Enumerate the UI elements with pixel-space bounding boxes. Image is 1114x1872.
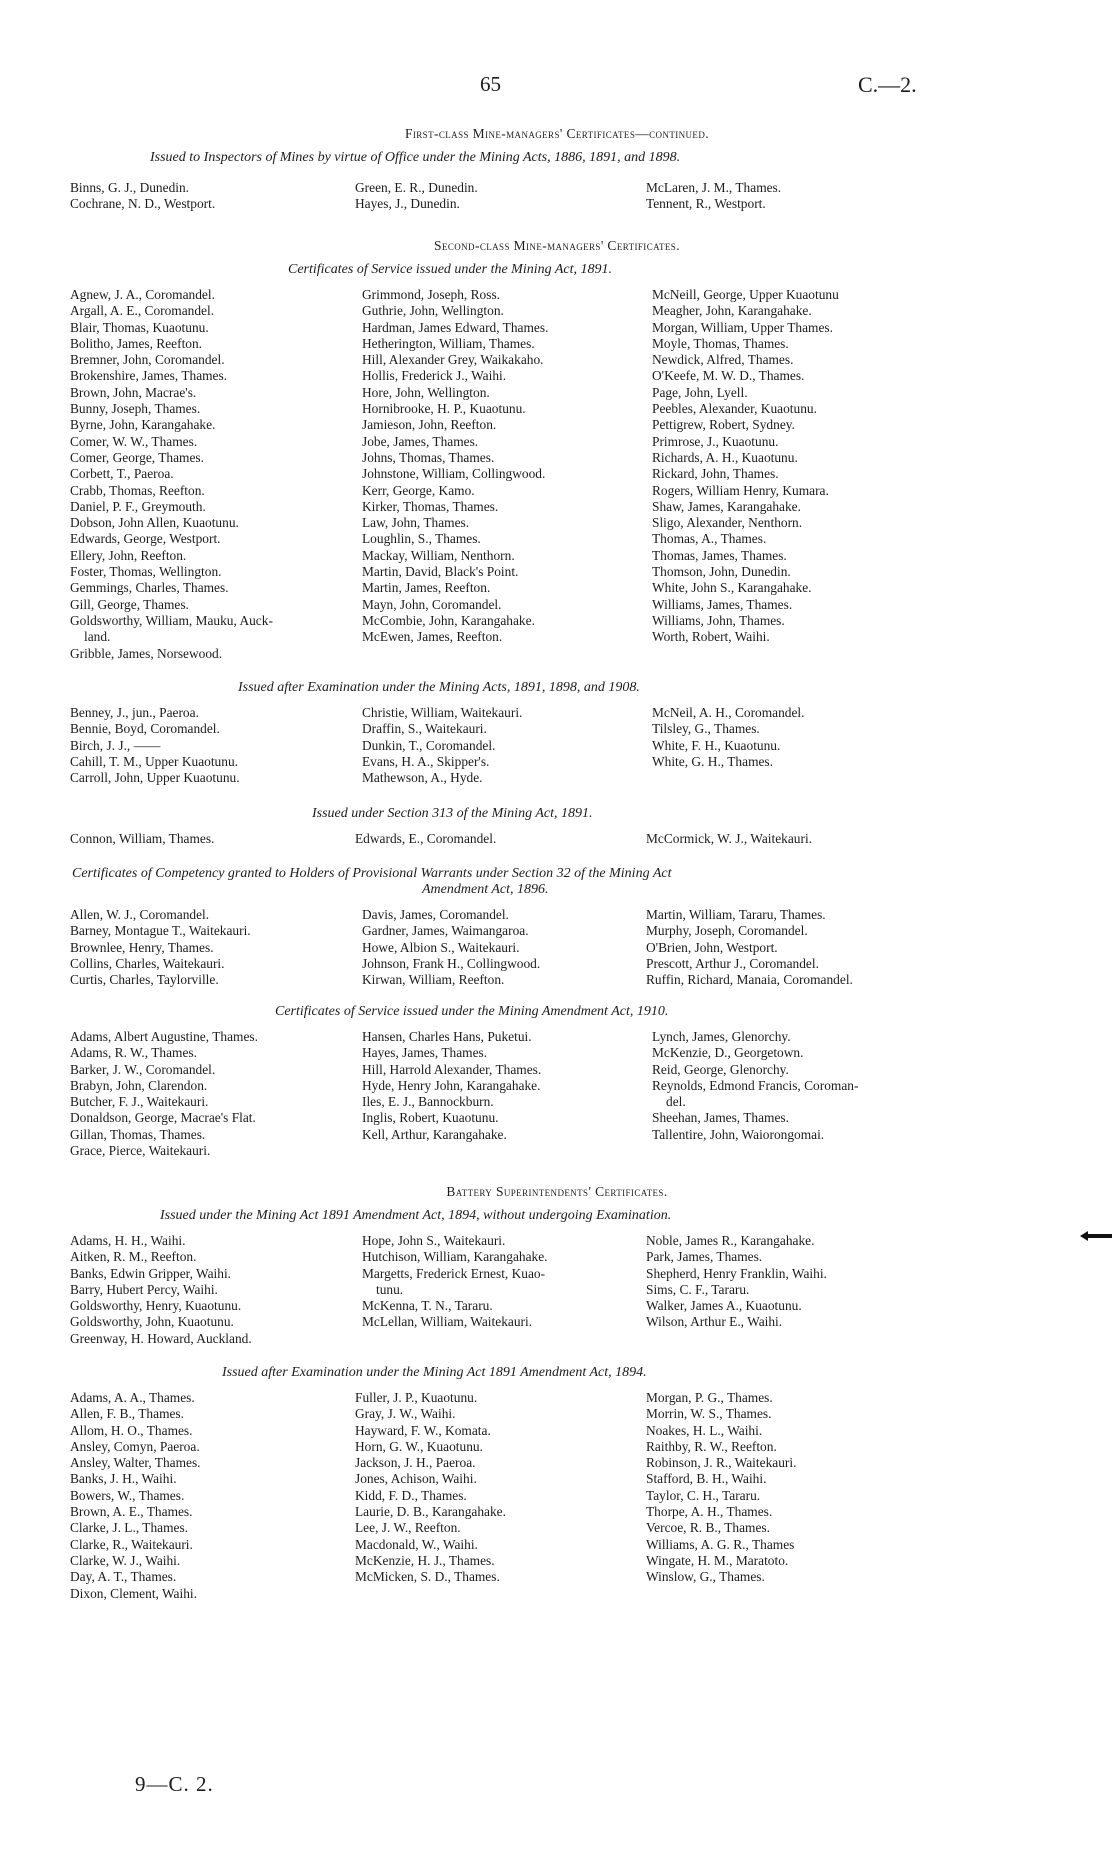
name-entry: Hansen, Charles Hans, Puketui. <box>362 1029 532 1044</box>
name-entry: Johnstone, William, Collingwood. <box>362 466 546 482</box>
name-entry: Blair, Thomas, Kuaotunu. <box>70 319 209 335</box>
name-entry: Williams, A. G. R., Thames <box>646 1536 795 1552</box>
subsection-title: Certificates of Service issued under the Mining Amendment Act, 1910. <box>275 1004 669 1019</box>
name-entry: Kell, Arthur, Karangahake. <box>362 1126 507 1142</box>
name-entry: Morrin, W. S., Thames. <box>646 1406 772 1422</box>
name-entry: Vercoe, R. B., Thames. <box>646 1520 770 1536</box>
name-entry: Williams, James, Thames. <box>652 596 793 612</box>
name-entry: Curtis, Charles, Taylorville. <box>70 972 219 988</box>
name-entry: Lynch, James, Glenorchy. <box>652 1029 791 1044</box>
name-entry: Hayes, J., Dunedin. <box>355 196 460 212</box>
name-entry: White, John S., Karangahake. <box>652 580 812 596</box>
section-heading: Second-class Mine-managers' Certificates. <box>434 238 680 253</box>
name-entry: Grace, Pierce, Waitekauri. <box>70 1143 211 1159</box>
name-column <box>70 831 214 847</box>
name-entry: Grimmond, Joseph, Ross. <box>362 287 501 302</box>
name-entry: McKenna, T. N., Tararu. <box>362 1298 493 1314</box>
name-entry: Mayn, John, Coromandel. <box>362 596 502 612</box>
name-entry: Sheehan, James, Thames. <box>652 1110 789 1126</box>
name-entry: Fuller, J. P., Kuaotunu. <box>355 1390 478 1405</box>
name-entry: Murphy, Joseph, Coromandel. <box>646 923 808 939</box>
name-entry: Bremner, John, Coromandel. <box>70 352 225 368</box>
name-entry: Kidd, F. D., Thames. <box>355 1487 467 1503</box>
name-entry: Allen, F. B., Thames. <box>70 1406 184 1422</box>
name-entry: Gillan, Thomas, Thames. <box>70 1126 206 1142</box>
name-entry: Dixon, Clement, Waihi. <box>70 1585 197 1601</box>
subsection-title-continued: Amendment Act, 1896. <box>422 882 549 897</box>
name-entry: Bunny, Joseph, Thames. <box>70 401 201 417</box>
name-entry: Prescott, Arthur J., Coromandel. <box>646 955 819 971</box>
name-column <box>646 1390 796 1586</box>
name-entry: land. <box>84 629 111 645</box>
name-entry: Brown, John, Macrae's. <box>70 384 197 400</box>
name-column <box>652 287 839 646</box>
name-column <box>70 1029 258 1159</box>
name-column <box>355 180 478 213</box>
name-entry: Butcher, F. J., Waitekauri. <box>70 1094 209 1110</box>
name-column <box>646 907 853 988</box>
name-entry: Hayward, F. W., Komata. <box>355 1422 491 1438</box>
name-entry: Martin, James, Reefton. <box>362 580 491 596</box>
name-entry: Gemmings, Charles, Thames. <box>70 580 229 596</box>
subsection-title: Issued under Section 313 of the Mining Act, 1891. <box>312 806 593 821</box>
name-entry: Daniel, P. F., Greymouth. <box>70 498 206 514</box>
subsection-title: Issued to Inspectors of Mines by virtue of Office under the Mining Acts, 1886, 1891, and 1898. <box>150 150 681 165</box>
name-column <box>362 907 540 988</box>
name-column <box>355 1390 506 1586</box>
name-entry: McMicken, S. D., Thames. <box>355 1569 500 1585</box>
name-entry: Tallentire, John, Waiorongomai. <box>652 1126 825 1142</box>
name-entry: Barry, Hubert Percy, Waihi. <box>70 1281 218 1297</box>
name-column <box>70 180 215 213</box>
name-entry: Wingate, H. M., Maratoto. <box>646 1552 789 1568</box>
name-entry: Adams, R. W., Thames. <box>70 1045 197 1061</box>
name-entry: Draffin, S., Waitekauri. <box>362 721 487 737</box>
name-entry: Binns, G. J., Dunedin. <box>70 180 190 195</box>
name-entry: Shaw, James, Karangahake. <box>652 498 801 514</box>
name-entry: Page, John, Lyell. <box>652 384 748 400</box>
name-entry: Edwards, E., Coromandel. <box>355 831 497 846</box>
name-entry: Hollis, Frederick J., Waihi. <box>362 368 507 384</box>
name-entry: del. <box>666 1094 686 1110</box>
name-entry: Bowers, W., Thames. <box>70 1487 185 1503</box>
name-entry: Hope, John S., Waitekauri. <box>362 1233 506 1248</box>
name-entry: Edwards, George, Westport. <box>70 531 221 547</box>
report-code: C.—2. <box>858 72 917 97</box>
name-entry: Walker, James A., Kuaotunu. <box>646 1298 802 1314</box>
name-entry: Robinson, J. R., Waitekauri. <box>646 1455 797 1471</box>
name-entry: Evans, H. A., Skipper's. <box>362 753 490 769</box>
name-entry: Wilson, Arthur E., Waihi. <box>646 1314 783 1330</box>
name-entry: Gribble, James, Norsewood. <box>70 645 223 661</box>
name-entry: Kirker, Thomas, Thames. <box>362 498 499 514</box>
subsection-title: Certificates of Competency granted to Holders of Provisional Warrants under Section 32 of the Mining Act <box>72 866 672 881</box>
name-entry: Reynolds, Edmond Francis, Coroman- <box>652 1077 859 1093</box>
name-entry: Macdonald, W., Waihi. <box>355 1536 478 1552</box>
name-entry: Morgan, William, Upper Thames. <box>652 319 833 335</box>
name-entry: McNeill, George, Upper Kuaotunu <box>652 287 839 302</box>
name-entry: Thomas, A., Thames. <box>652 531 767 547</box>
name-entry: Iles, E. J., Bannockburn. <box>362 1094 494 1110</box>
name-entry: McKenzie, D., Georgetown. <box>652 1045 804 1061</box>
name-column <box>362 287 548 646</box>
name-entry: Martin, William, Tararu, Thames. <box>646 907 826 922</box>
name-entry: Hill, Harrold Alexander, Thames. <box>362 1061 542 1077</box>
name-entry: Goldsworthy, John, Kuaotunu. <box>70 1314 234 1330</box>
name-entry: Clarke, W. J., Waihi. <box>70 1552 181 1568</box>
name-entry: Ellery, John, Reefton. <box>70 547 187 563</box>
name-entry: Tennent, R., Westport. <box>646 196 766 212</box>
name-entry: Thomson, John, Dunedin. <box>652 564 791 580</box>
name-entry: Primrose, J., Kuaotunu. <box>652 433 779 449</box>
name-entry: Rickard, John, Thames. <box>652 466 779 482</box>
name-entry: Green, E. R., Dunedin. <box>355 180 478 195</box>
name-column <box>70 1390 201 1602</box>
name-entry: Greenway, H. Howard, Auckland. <box>70 1330 252 1346</box>
name-entry: Crabb, Thomas, Reefton. <box>70 482 205 498</box>
name-entry: Gray, J. W., Waihi. <box>355 1406 456 1422</box>
name-column <box>362 705 522 786</box>
name-entry: Kirwan, William, Reefton. <box>362 972 505 988</box>
name-entry: Ansley, Comyn, Paeroa. <box>70 1438 200 1454</box>
name-entry: Thomas, James, Thames. <box>652 547 787 563</box>
name-entry: Banks, J. H., Waihi. <box>70 1471 177 1487</box>
name-entry: Winslow, G., Thames. <box>646 1569 765 1585</box>
name-entry: Argall, A. E., Coromandel. <box>70 303 215 319</box>
subsection-title: Issued after Examination under the Mining Act 1891 Amendment Act, 1894. <box>222 1365 647 1380</box>
name-entry: Moyle, Thomas, Thames. <box>652 335 789 351</box>
name-column <box>70 1233 252 1347</box>
name-entry: Ansley, Walter, Thames. <box>70 1455 201 1471</box>
name-entry: Connon, William, Thames. <box>70 831 215 846</box>
name-entry: McCombie, John, Karangahake. <box>362 612 535 628</box>
name-column <box>70 907 251 988</box>
name-entry: Rogers, William Henry, Kumara. <box>652 482 829 498</box>
name-column <box>70 287 273 662</box>
name-entry: Pettigrew, Robert, Sydney. <box>652 417 795 433</box>
margin-pointer-mark <box>1086 1234 1112 1238</box>
name-entry: Johnson, Frank H., Collingwood. <box>362 955 541 971</box>
name-entry: Bolitho, James, Reefton. <box>70 335 203 351</box>
name-entry: Shepherd, Henry Franklin, Waihi. <box>646 1265 827 1281</box>
name-entry: Thorpe, A. H., Thames. <box>646 1504 773 1520</box>
name-column <box>646 1233 827 1331</box>
name-entry: Sims, C. F., Tararu. <box>646 1281 750 1297</box>
name-entry: Collins, Charles, Waitekauri. <box>70 955 225 971</box>
name-entry: Foster, Thomas, Wellington. <box>70 564 222 580</box>
name-entry: Martin, David, Black's Point. <box>362 564 519 580</box>
name-entry: Stafford, B. H., Waihi. <box>646 1471 767 1487</box>
subsection-title: Issued under the Mining Act 1891 Amendment Act, 1894, without undergoing Examination. <box>160 1208 672 1223</box>
name-entry: Meagher, John, Karangahake. <box>652 303 812 319</box>
name-entry: Birch, J. J., —— <box>70 737 161 753</box>
name-entry: Ruffin, Richard, Manaia, Coromandel. <box>646 972 853 988</box>
name-column <box>362 1029 541 1143</box>
section-heading: First-class Mine-managers' Certificates—continued. <box>404 126 710 141</box>
name-entry: White, G. H., Thames. <box>652 753 773 769</box>
name-entry: Gardner, James, Waimangaroa. <box>362 923 529 939</box>
name-entry: Sligo, Alexander, Nenthorn. <box>652 515 803 531</box>
name-entry: Park, James, Thames. <box>646 1249 763 1265</box>
name-entry: Margetts, Frederick Ernest, Kuao- <box>362 1265 546 1281</box>
name-entry: Corbett, T., Paeroa. <box>70 466 174 482</box>
name-entry: Brownlee, Henry, Thames. <box>70 939 214 955</box>
name-entry: McLaren, J. M., Thames. <box>646 180 782 195</box>
name-entry: Christie, William, Waitekauri. <box>362 705 523 720</box>
name-column <box>652 1029 858 1143</box>
page-number: 65 <box>480 72 501 96</box>
name-entry: Mathewson, A., Hyde. <box>362 770 483 786</box>
name-entry: Noakes, H. L., Waihi. <box>646 1422 763 1438</box>
name-entry: Lee, J. W., Reefton. <box>355 1520 461 1536</box>
name-entry: Cochrane, N. D., Westport. <box>70 196 216 212</box>
name-entry: Brown, A. E., Thames. <box>70 1504 193 1520</box>
name-entry: McCormick, W. J., Waitekauri. <box>646 831 813 846</box>
name-entry: Hornibrooke, H. P., Kuaotunu. <box>362 401 526 417</box>
name-entry: Jobe, James, Thames. <box>362 433 479 449</box>
subsection-title: Issued after Examination under the Mining Acts, 1891, 1898, and 1908. <box>238 680 640 695</box>
name-entry: Carroll, John, Upper Kuaotunu. <box>70 770 240 786</box>
name-column <box>646 180 781 213</box>
name-entry: Barker, J. W., Coromandel. <box>70 1061 216 1077</box>
name-entry: Cahill, T. M., Upper Kuaotunu. <box>70 753 238 769</box>
name-entry: Adams, H. H., Waihi. <box>70 1233 186 1248</box>
name-entry: Tilsley, G., Thames. <box>652 721 760 737</box>
name-entry: Banks, Edwin Gripper, Waihi. <box>70 1265 232 1281</box>
name-entry: Brokenshire, James, Thames. <box>70 368 228 384</box>
name-entry: McNeil, A. H., Coromandel. <box>652 705 805 720</box>
name-entry: Inglis, Robert, Kuaotunu. <box>362 1110 499 1126</box>
name-entry: McKenzie, H. J., Thames. <box>355 1552 495 1568</box>
name-entry: Comer, W. W., Thames. <box>70 433 198 449</box>
name-entry: Goldsworthy, Henry, Kuaotunu. <box>70 1298 242 1314</box>
name-entry: Jamieson, John, Reefton. <box>362 417 497 433</box>
name-entry: Allen, W. J., Coromandel. <box>70 907 210 922</box>
name-entry: Howe, Albion S., Waitekauri. <box>362 939 520 955</box>
name-entry: Laurie, D. B., Karangahake. <box>355 1504 506 1520</box>
name-entry: Aitken, R. M., Reefton. <box>70 1249 197 1265</box>
name-entry: Hetherington, William, Thames. <box>362 335 535 351</box>
name-entry: Jackson, J. H., Paeroa. <box>355 1455 476 1471</box>
name-entry: Donaldson, George, Macrae's Flat. <box>70 1110 256 1126</box>
name-entry: Richards, A. H., Kuaotunu. <box>652 449 798 465</box>
name-entry: Comer, George, Thames. <box>70 449 204 465</box>
name-entry: Raithby, R. W., Reefton. <box>646 1438 777 1454</box>
name-entry: Williams, John, Thames. <box>652 612 785 628</box>
name-entry: Hill, Alexander Grey, Waikakaho. <box>362 352 544 368</box>
name-entry: Hardman, James Edward, Thames. <box>362 319 549 335</box>
name-entry: Clarke, R., Waitekauri. <box>70 1536 193 1552</box>
name-entry: Day, A. T., Thames. <box>70 1569 177 1585</box>
name-entry: Johns, Thomas, Thames. <box>362 449 495 465</box>
subsection-title: Certificates of Service issued under the Mining Act, 1891. <box>288 262 613 277</box>
name-entry: Worth, Robert, Waihi. <box>652 629 770 645</box>
name-entry: O'Keefe, M. W. D., Thames. <box>652 368 805 384</box>
name-entry: Noble, James R., Karangahake. <box>646 1233 815 1248</box>
name-entry: Gill, George, Thames. <box>70 596 189 612</box>
name-entry: Adams, Albert Augustine, Thames. <box>70 1029 258 1044</box>
name-entry: Law, John, Thames. <box>362 515 470 531</box>
name-entry: Dobson, John Allen, Kuaotunu. <box>70 515 239 531</box>
footer-signature: 9—C. 2. <box>135 1772 214 1796</box>
name-entry: Byrne, John, Karangahake. <box>70 417 216 433</box>
name-column <box>362 1233 548 1331</box>
name-entry: McLellan, William, Waitekauri. <box>362 1314 533 1330</box>
name-entry: Benney, J., jun., Paeroa. <box>70 705 199 720</box>
name-entry: Hyde, Henry John, Karangahake. <box>362 1077 541 1093</box>
name-entry: Jones, Achison, Waihi. <box>355 1471 477 1487</box>
name-entry: Barney, Montague T., Waitekauri. <box>70 923 251 939</box>
name-entry: Peebles, Alexander, Kuaotunu. <box>652 401 817 417</box>
name-entry: O'Brien, John, Westport. <box>646 939 778 955</box>
name-entry: Guthrie, John, Wellington. <box>362 303 504 319</box>
name-entry: Goldsworthy, William, Mauku, Auck- <box>70 612 273 628</box>
name-entry: White, F. H., Kuaotunu. <box>652 737 781 753</box>
section-heading: Battery Superintendents' Certificates. <box>446 1184 668 1199</box>
name-entry: Taylor, C. H., Tararu. <box>646 1487 761 1503</box>
name-entry: tunu. <box>376 1281 404 1297</box>
name-entry: Morgan, P. G., Thames. <box>646 1390 773 1405</box>
name-entry: Reid, George, Glenorchy. <box>652 1061 789 1077</box>
name-entry: Loughlin, S., Thames. <box>362 531 481 547</box>
name-entry: Adams, A. A., Thames. <box>70 1390 195 1405</box>
name-entry: Horn, G. W., Kuaotunu. <box>355 1438 483 1454</box>
name-entry: Bennie, Boyd, Coromandel. <box>70 721 220 737</box>
name-entry: Mackay, William, Nenthorn. <box>362 547 515 563</box>
name-entry: Clarke, J. L., Thames. <box>70 1520 189 1536</box>
name-entry: Dunkin, T., Coromandel. <box>362 737 496 753</box>
name-column <box>652 705 804 770</box>
name-entry: Brabyn, John, Clarendon. <box>70 1077 208 1093</box>
name-entry: Hayes, James, Thames. <box>362 1045 488 1061</box>
name-entry: Newdick, Alfred, Thames. <box>652 352 794 368</box>
name-entry: Allom, H. O., Thames. <box>70 1422 193 1438</box>
name-entry: Hutchison, William, Karangahake. <box>362 1249 548 1265</box>
name-column <box>646 831 812 847</box>
name-entry: Kerr, George, Kamo. <box>362 482 475 498</box>
name-column <box>70 705 240 786</box>
name-entry: Hore, John, Wellington. <box>362 384 490 400</box>
name-entry: Agnew, J. A., Coromandel. <box>70 287 215 302</box>
name-entry: McEwen, James, Reefton. <box>362 629 503 645</box>
name-entry: Davis, James, Coromandel. <box>362 907 509 922</box>
name-column <box>355 831 496 847</box>
